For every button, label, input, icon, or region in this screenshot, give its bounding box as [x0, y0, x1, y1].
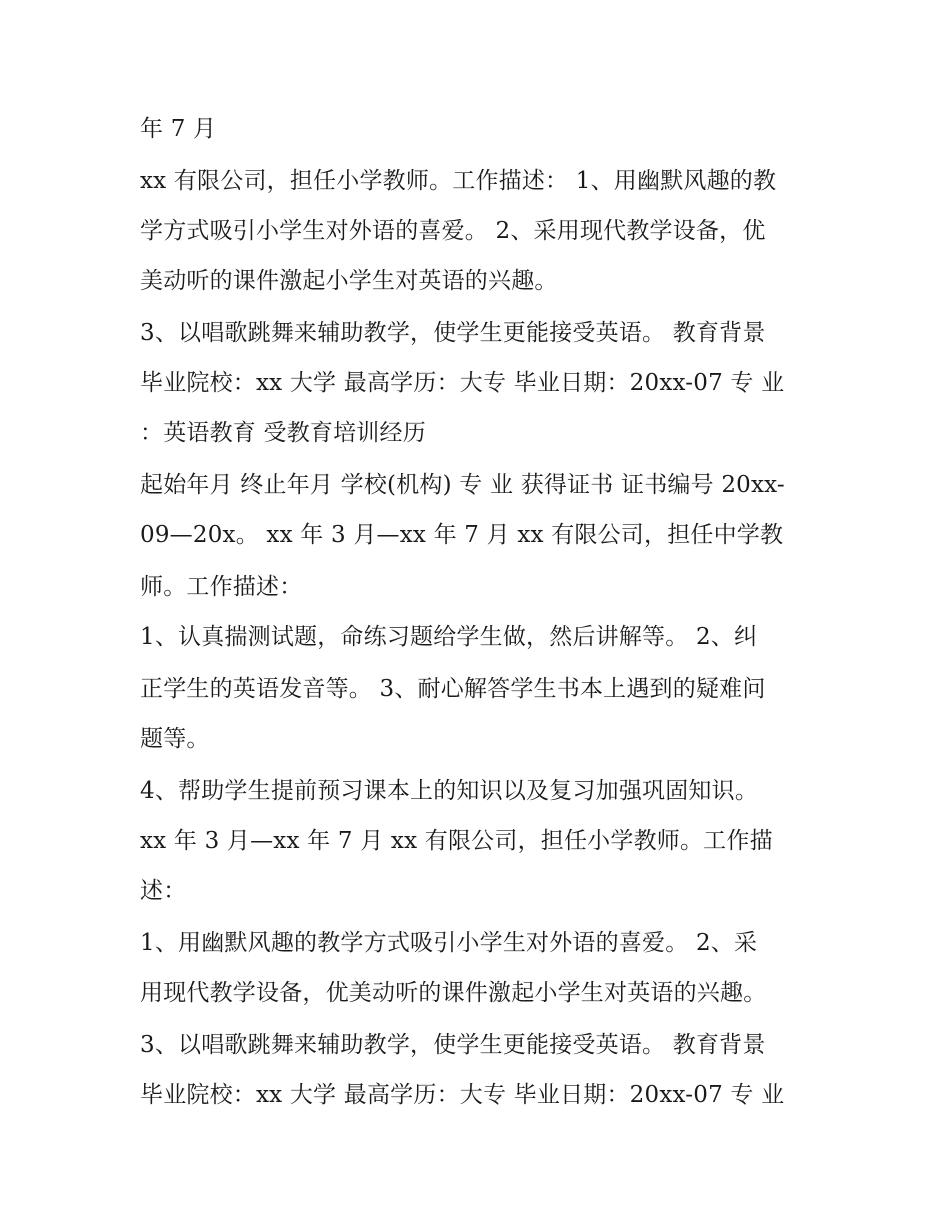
text-line: 09—20x。 xx 年 3 月—xx 年 7 月 xx 有限公司，担任中学教 — [140, 522, 784, 548]
text-line: 述： — [140, 878, 187, 904]
text-line: 毕业院校：xx 大学 最高学历：大专 毕业日期：20xx-07 专 业 — [140, 1082, 785, 1108]
text-line: 4、帮助学生提前预习课本上的知识以及复习加强巩固知识。 — [140, 778, 759, 804]
text-line: 用现代教学设备，优美动听的课件激起小学生对英语的兴趣。 — [140, 980, 767, 1006]
text-line: 毕业院校：xx 大学 最高学历：大专 毕业日期：20xx-07 专 业 — [140, 370, 785, 396]
text-line: 正学生的英语发音等。 3、耐心解答学生书本上遇到的疑难问 — [140, 676, 766, 702]
text-line: 3、以唱歌跳舞来辅助教学，使学生更能接受英语。 教育背景 — [140, 1032, 766, 1058]
text-line: 起始年月 终止年月 学校(机构) 专 业 获得证书 证书编号 20xx- — [140, 472, 785, 498]
text-line: 3、以唱歌跳舞来辅助教学，使学生更能接受英语。 教育背景 — [140, 320, 766, 346]
text-line: 题等。 — [140, 726, 210, 752]
text-line: xx 年 3 月—xx 年 7 月 xx 有限公司，担任小学教师。工作描 — [140, 828, 773, 854]
text-line: 美动听的课件激起小学生对英语的兴趣。 — [140, 268, 558, 294]
text-line: ：英语教育 受教育培训经历 — [140, 420, 426, 446]
text-line: 1、用幽默风趣的教学方式吸引小学生对外语的喜爱。 2、采 — [140, 930, 758, 956]
text-line: 师。工作描述： — [140, 574, 303, 600]
text-line: 1、认真揣测试题，命练习题给学生做，然后讲解等。 2、纠 — [140, 624, 758, 650]
text-line: xx 有限公司，担任小学教师。工作描述： 1、用幽默风趣的教 — [140, 168, 777, 194]
text-line: 学方式吸引小学生对外语的喜爱。 2、采用现代教学设备，优 — [140, 218, 766, 244]
text-line: 年 7 月 — [140, 116, 217, 142]
